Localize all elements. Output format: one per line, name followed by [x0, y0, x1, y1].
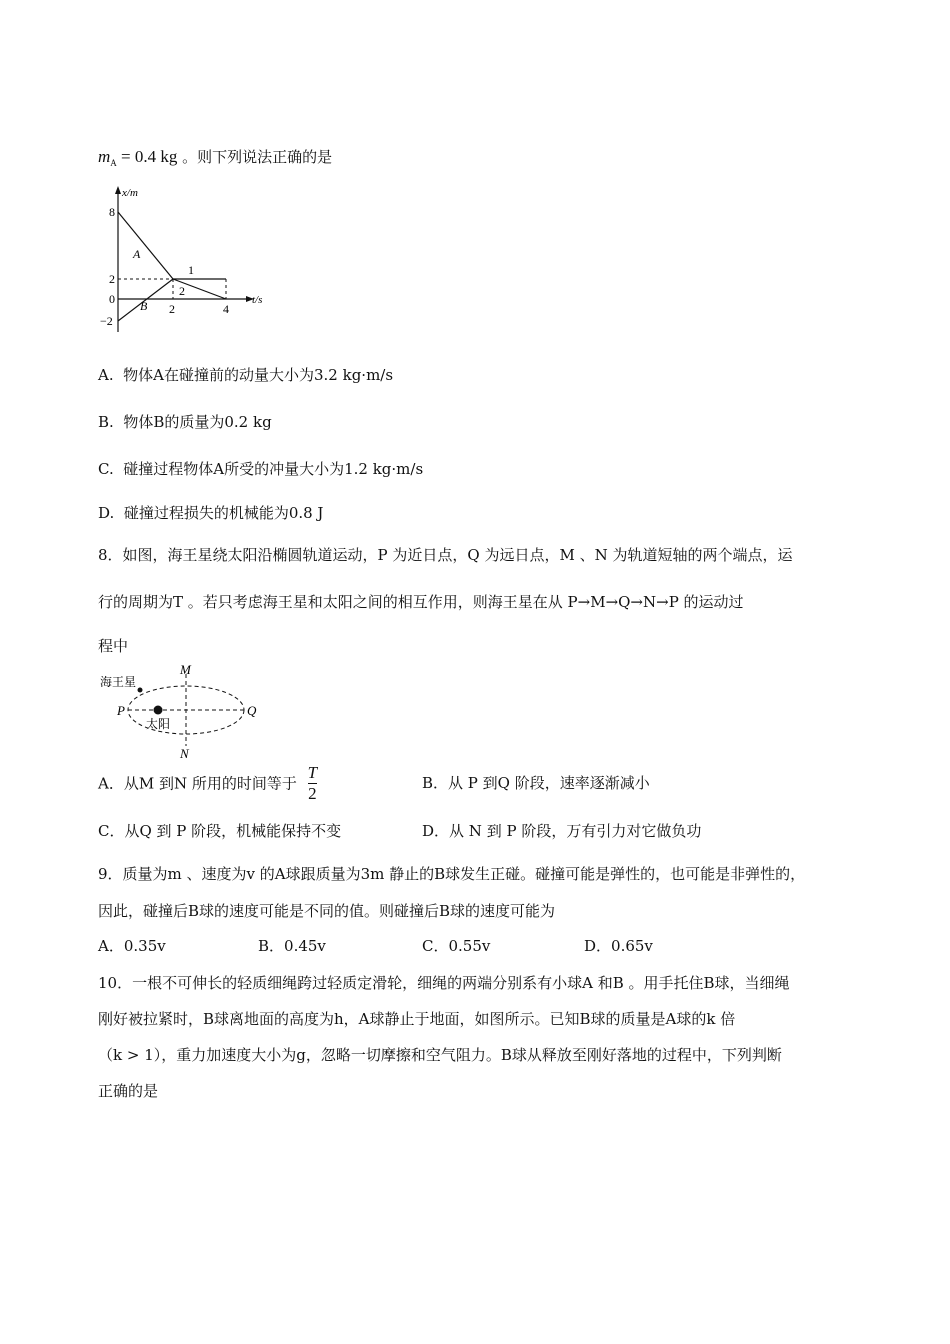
label-1: 1: [188, 263, 194, 277]
q8-line-3: 程中: [98, 637, 129, 655]
mass-subscript: A: [110, 158, 117, 168]
q8-option-a: A．从M 到N 所用的时间等于 $\frac{T}{2}$: [98, 763, 318, 803]
q9-option-c: C．0.55v: [422, 937, 491, 955]
sun-label: 太阳: [146, 717, 171, 731]
intro-text: 。则下列说法正确的是: [177, 148, 333, 166]
y-tick-neg2: −2: [100, 314, 113, 328]
q7-option-b: B. 物体B的质量为0.2 kg: [98, 413, 272, 431]
label-P: P: [117, 703, 125, 718]
planet-dot: [138, 688, 143, 693]
planet-label: 海王星: [100, 675, 137, 689]
q9-option-a: A．0.35v: [98, 937, 166, 955]
q7-option-c: C. 碰撞过程物体A所受的冲量大小为1.2 kg·m/s: [98, 460, 424, 478]
line-A: [118, 212, 173, 279]
q8-line-1: 8．如图，海王星绕太阳沿椭圆轨道运动，P 为近日点，Q 为远日点，M 、N 为轨道短轴的两个端点，运: [98, 546, 793, 564]
y-tick-2: 2: [109, 272, 115, 286]
label-2: 2: [179, 284, 185, 298]
label-A: A: [133, 247, 141, 261]
orbit-diagram: [98, 662, 268, 762]
q8-option-b: B．从 P 到Q 阶段，速率逐渐减小: [422, 774, 650, 792]
xt-graph: [96, 182, 276, 342]
x-tick-4: 4: [223, 302, 229, 316]
y-tick-0: 0: [109, 292, 115, 306]
q7-option-d: D. 碰撞过程损失的机械能为0.8 J: [98, 504, 324, 522]
mass-symbol: m: [98, 147, 111, 166]
q9-option-b: B．0.45v: [258, 937, 326, 955]
intro-line: [98, 146, 332, 174]
x-tick-2: 2: [169, 302, 175, 316]
y-axis-arrow: [115, 186, 121, 194]
q8-option-d: D．从 N 到 P 阶段，万有引力对它做负功: [422, 822, 702, 840]
q8-line-2: 行的周期为T 。若只考虑海王星和太阳之间的相互作用，则海王星在从 P→M→Q→N→P 的运动过: [98, 593, 744, 611]
mass-value: = 0.4 kg: [116, 147, 178, 166]
q9-option-d: D．0.65v: [584, 937, 653, 955]
q10-line-2: 刚好被拉紧时，B球离地面的高度为h，A球静止于地面，如图所示。已知B球的质量是A球的k 倍: [98, 1010, 736, 1028]
label-B: B: [140, 299, 148, 313]
sun-dot: [154, 706, 163, 715]
q8-option-c: C．从Q 到 P 阶段，机械能保持不变: [98, 822, 342, 840]
q7-option-a: A. 物体A在碰撞前的动量大小为3.2 kg·m/s: [98, 366, 394, 384]
y-tick-8: 8: [109, 205, 115, 219]
q10-line-3: （k > 1），重力加速度大小为g，忽略一切摩擦和空气阻力。B球从释放至刚好落地的过程中，下列判断: [98, 1046, 782, 1064]
label-Q: Q: [247, 703, 257, 718]
label-N: N: [180, 746, 189, 761]
q10-line-1: 10．一根不可伸长的轻质细绳跨过轻质定滑轮，细绳的两端分别系有小球A 和B 。用手托住B球，当细绳: [98, 974, 790, 992]
label-M: M: [180, 662, 191, 677]
q10-line-4: 正确的是: [98, 1082, 159, 1100]
y-axis-label: x/m: [122, 187, 138, 199]
fraction-T-over-2: $\frac{T}{2}$: [307, 763, 318, 803]
q9-line-2: 因此，碰撞后B球的速度可能是不同的值。则碰撞后B球的速度可能为: [98, 902, 556, 920]
q9-line-1: 9．质量为m 、速度为v 的A球跟质量为3m 静止的B球发生正碰。碰撞可能是弹性的，也可能是非弹性的，: [98, 865, 806, 883]
x-axis-label: t/s: [252, 294, 263, 306]
